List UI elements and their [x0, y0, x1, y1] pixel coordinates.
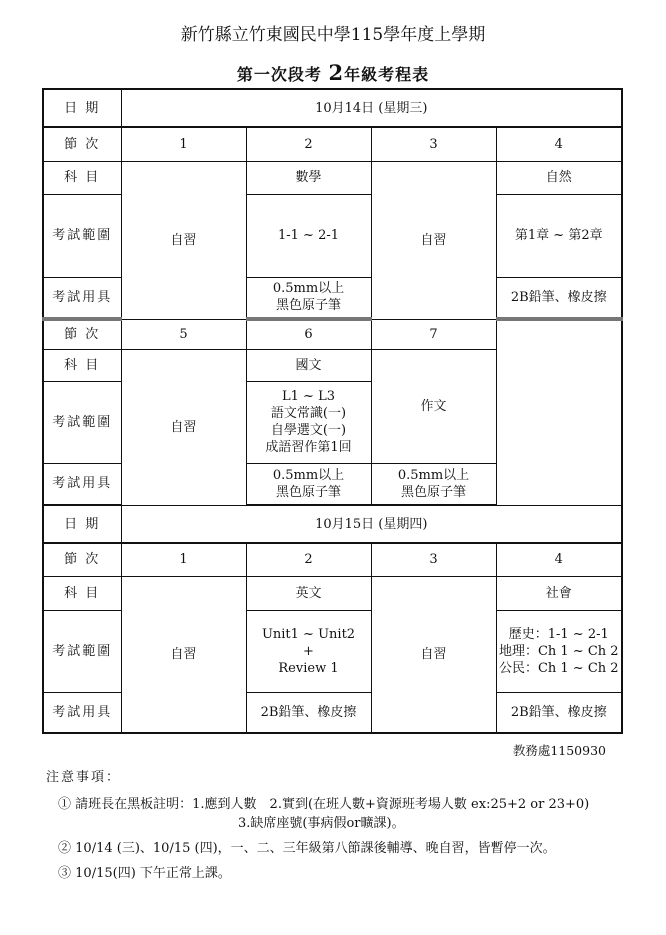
- period-label: 節 次: [43, 543, 121, 576]
- notes-section: [46, 766, 589, 887]
- period-number: 4: [496, 127, 622, 161]
- scope-line: 歷史：1-1 ~ 2-1: [508, 626, 609, 642]
- subject-label: 科 目: [43, 161, 121, 194]
- period-number: 3: [371, 543, 496, 576]
- scope-line: 成語習作第1回: [265, 440, 352, 455]
- period-number: 2: [246, 543, 371, 576]
- day1-date: 10月14日 (星期三): [121, 89, 622, 127]
- scope-line: Unit1 ~ Unit2: [261, 626, 356, 642]
- composition-supplies: [371, 463, 496, 505]
- grade-number: 2: [328, 60, 345, 85]
- social-scope: [496, 610, 622, 692]
- day1-date-row: [43, 89, 622, 127]
- chinese-supplies: [246, 463, 371, 505]
- day2-period-row: [43, 543, 622, 576]
- english-scope: [246, 610, 371, 692]
- supplies-line: 黑色原子筆: [400, 484, 466, 500]
- self-study-cell: 自習: [121, 161, 246, 319]
- day1-subject-row: [43, 161, 622, 194]
- self-study-cell: 自習: [121, 576, 246, 733]
- exam-title: [0, 60, 666, 85]
- subject-science: 自然: [496, 161, 622, 194]
- subject-label: 科 目: [43, 576, 121, 610]
- note-text: 10/14 (三)、10/15 (四)，一、二、三年級第八節課後輔導、晚自習，皆暫停一次。: [75, 841, 556, 856]
- self-study-cell: 自習: [371, 576, 496, 733]
- period-label: 節 次: [43, 127, 121, 161]
- date-label: 日 期: [43, 89, 121, 127]
- scope-label: 考試範圍: [43, 381, 121, 463]
- day2-subject-row: [43, 576, 622, 610]
- period-number: 1: [121, 127, 246, 161]
- scope-line: 自學選文(一): [270, 423, 347, 438]
- subject-chinese: 國文: [246, 349, 371, 381]
- note-item: [58, 793, 589, 831]
- science-supplies: 2B鉛筆、橡皮擦: [496, 277, 622, 319]
- period-number: 5: [121, 319, 246, 349]
- period-number: 7: [371, 319, 496, 349]
- chinese-scope: [246, 381, 371, 463]
- note-text: 10/15(四) 下午正常上課。: [75, 866, 231, 881]
- supplies-line: 黑色原子筆: [275, 484, 341, 500]
- supplies-line: 黑色原子筆: [275, 298, 341, 314]
- supplies-line: 0.5mm以上: [272, 467, 345, 483]
- notes-heading: 注意事項：: [46, 770, 122, 785]
- exam-schedule-table: [42, 88, 623, 734]
- subject-math: 數學: [246, 161, 371, 194]
- scope-line: 語文常識(一): [270, 406, 347, 421]
- note-marker: ②: [58, 841, 72, 856]
- note-text-continued: 3.缺席座號(事病假or曠課)。: [238, 816, 405, 831]
- scope-label: 考試範圍: [43, 610, 121, 692]
- self-study-cell: 自習: [371, 161, 496, 319]
- note-marker: ③: [58, 866, 72, 881]
- composition-cell: 作文: [371, 349, 496, 463]
- subject-social: 社會: [496, 576, 622, 610]
- supplies-label: 考試用具: [43, 463, 121, 505]
- scope-line: 公民：Ch 1 ~ Ch 2: [498, 660, 619, 676]
- science-scope: 第1章 ~ 第2章: [496, 194, 622, 277]
- note-marker: ①: [58, 797, 72, 812]
- scope-line: Review 1: [278, 660, 339, 676]
- self-study-cell: 自習: [121, 349, 246, 505]
- empty-cell: [496, 319, 622, 505]
- english-supplies: 2B鉛筆、橡皮擦: [246, 692, 371, 733]
- scope-line: +: [303, 643, 314, 659]
- scope-label: 考試範圍: [43, 194, 121, 277]
- note-text: 請班長在黑板註明：1.應到人數 2.實到(在班人數+資源班考場人數 ex:25+2 or 23+0): [75, 797, 590, 812]
- scope-line: L1 ~ L3: [282, 389, 335, 404]
- period-number: 1: [121, 543, 246, 576]
- day1-period-row: [43, 127, 622, 161]
- period-number: 6: [246, 319, 371, 349]
- social-supplies: 2B鉛筆、橡皮擦: [496, 692, 622, 733]
- day2-date: 10月15日 (星期四): [121, 505, 622, 543]
- scope-line: 地理：Ch 1 ~ Ch 2: [498, 643, 619, 659]
- math-scope: 1-1 ~ 2-1: [246, 194, 371, 277]
- period-label: 節 次: [43, 319, 121, 349]
- subject-label: 科 目: [43, 349, 121, 381]
- day2-date-row: [43, 505, 622, 543]
- subject-english: 英文: [246, 576, 371, 610]
- exam-title-prefix: 第一次段考: [236, 65, 322, 84]
- supplies-line: 0.5mm以上: [397, 467, 470, 483]
- day1-afternoon-period-row: [43, 319, 622, 349]
- period-number: 2: [246, 127, 371, 161]
- note-item: [58, 837, 589, 856]
- school-title: 新竹縣立竹東國民中學115學年度上學期: [180, 25, 486, 45]
- period-number: 4: [496, 543, 622, 576]
- date-label: 日 期: [43, 505, 121, 543]
- note-item: [58, 862, 589, 881]
- math-supplies: [246, 277, 371, 319]
- period-number: 3: [371, 127, 496, 161]
- supplies-label: 考試用具: [43, 692, 121, 733]
- exam-title-suffix: 年級考程表: [344, 65, 430, 84]
- supplies-label: 考試用具: [43, 277, 121, 319]
- office-reference: 教務處1150930: [512, 743, 606, 758]
- supplies-line: 0.5mm以上: [272, 281, 345, 297]
